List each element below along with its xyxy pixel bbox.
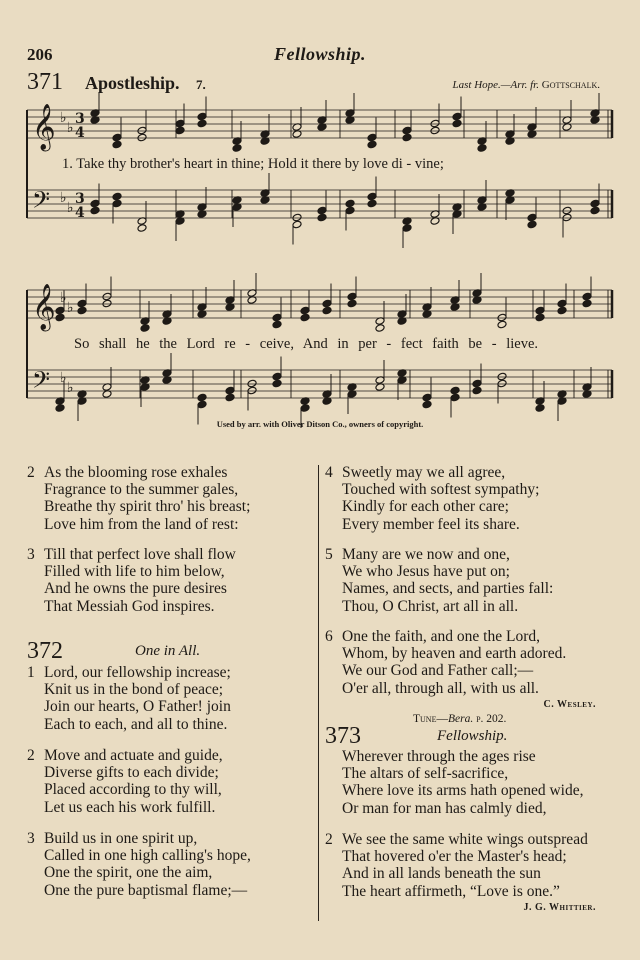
page-number: 206 <box>27 45 53 64</box>
note-head <box>272 372 282 381</box>
note-head <box>497 320 507 329</box>
hymn-371-stanza-2 <box>27 464 250 533</box>
note-head <box>197 112 207 121</box>
note-head <box>452 119 462 128</box>
note-head <box>367 192 377 201</box>
lyrics-line-2: So shall he the Lord re - ceive, And in per - fect faith be - lieve. <box>74 336 539 352</box>
stanza-line: Knit us in the bond of peace; <box>44 681 224 699</box>
stanza-line: One the faith, and one the Lord, <box>342 628 540 645</box>
note-head <box>232 144 242 153</box>
note-head <box>557 299 567 308</box>
hymn-371-stanza-6 <box>325 628 566 697</box>
note-head <box>102 299 112 308</box>
stanza-line: And he owns the pure desires <box>44 580 227 598</box>
note-head <box>90 206 100 215</box>
note-head <box>402 126 412 135</box>
note-head <box>102 292 112 301</box>
stanza-line: Thou, O Christ, art all in all. <box>342 597 519 615</box>
stanza-line: That hovered o'er the Master's head; <box>342 848 567 866</box>
note-head <box>582 292 592 301</box>
stanza-line: Touched with softest sympathy; <box>342 481 540 499</box>
hymn-371-meter: 7. <box>196 77 206 92</box>
stanza-line: Diverse gifts to each divide; <box>44 764 219 782</box>
hymn-371-stanza-3 <box>27 546 236 615</box>
tune-name: Last Hope. <box>452 79 501 91</box>
stanza-line: Build us in one spirit up, <box>44 830 198 847</box>
hymn-373-stanza-2 <box>325 831 588 900</box>
hymn-372-stanza-2 <box>27 747 223 816</box>
hymn-371-title: Apostleship. <box>85 73 180 93</box>
stanza-number: 5 <box>325 546 333 563</box>
note-head <box>77 306 87 315</box>
note-head <box>272 313 282 322</box>
stanza-line: Join our hearts, O Father! join <box>44 698 231 716</box>
stanza-line: We see the same white wings outspread <box>342 831 588 848</box>
bass-clef-icon: 𝄢 <box>32 366 51 399</box>
hymn-372-stanza-1 <box>27 664 231 733</box>
note-head <box>375 324 385 333</box>
stanza-number: 3 <box>27 546 35 563</box>
note-head <box>347 299 357 308</box>
flat-icon: ♭ <box>60 370 67 386</box>
stanza-line: O'er all, through all, with us all. <box>342 679 539 697</box>
note-head <box>300 404 310 413</box>
copyright-notice: Used by arr. with Oliver Ditson Co., owners of copyright. <box>216 419 424 429</box>
note-head <box>197 393 207 402</box>
note-head <box>345 199 355 208</box>
stanza-line: Many are we now and one, <box>342 546 510 563</box>
note-head <box>535 306 545 315</box>
stanza-line: Till that perfect love shall flow <box>44 546 236 563</box>
stanza-number: 2 <box>27 747 35 764</box>
note-head <box>317 213 327 222</box>
time-signature-bottom: 4 <box>75 205 85 221</box>
note-head <box>497 372 507 381</box>
hymn-371-number: 371 <box>27 69 63 95</box>
stanza-line: That Messiah God inspires. <box>44 597 215 615</box>
note-head <box>197 119 207 128</box>
note-head <box>322 306 332 315</box>
stanza-line: Each to each, and all to thine. <box>44 715 228 733</box>
stanza-line: Wherever through the ages rise <box>342 748 536 765</box>
note-head <box>90 199 100 208</box>
hymn-373-author: J. G. Whittier. <box>523 902 596 913</box>
stanza-line: Lord, our fellowship increase; <box>44 664 231 681</box>
stanza-line: Breathe thy spirit thro' his breast; <box>44 498 251 516</box>
note-head <box>367 199 377 208</box>
note-head <box>112 133 122 142</box>
note-head <box>430 119 440 128</box>
hymn-371-stanza-4 <box>325 464 539 533</box>
stanza-line: The altars of self-sacrifice, <box>342 765 509 783</box>
note-head <box>527 213 537 222</box>
note-head <box>55 313 65 322</box>
note-head <box>272 320 282 329</box>
stanza-line: The heart affirmeth, “Love is one.” <box>342 882 560 900</box>
time-signature-bottom: 4 <box>75 125 85 141</box>
note-head <box>55 404 65 413</box>
note-head <box>292 213 302 222</box>
flat-icon: ♭ <box>60 190 67 206</box>
note-head <box>450 393 460 402</box>
note-head <box>55 306 65 315</box>
note-head <box>562 213 572 222</box>
note-head <box>590 199 600 208</box>
treble-clef-icon: 𝄞 <box>32 284 56 330</box>
note-head <box>562 206 572 215</box>
note-head <box>472 386 482 395</box>
note-head <box>430 126 440 135</box>
note-head <box>367 140 377 149</box>
note-head <box>292 220 302 229</box>
note-head <box>322 299 332 308</box>
note-head <box>367 133 377 142</box>
note-head <box>345 206 355 215</box>
stanza-line: Kindly for each other care; <box>342 498 509 516</box>
note-head <box>112 192 122 201</box>
note-head <box>140 324 150 333</box>
stanza-line: Move and actuate and guide, <box>44 747 223 764</box>
note-head <box>112 199 122 208</box>
stanza-line: As the blooming rose exhales <box>44 464 228 481</box>
note-head <box>247 379 257 388</box>
lyrics-line-1: 1. Take thy brother's heart in thine; Hold it there by love di - vine; <box>62 156 444 172</box>
note-head <box>247 386 257 395</box>
stanza-line: Love him from the land of rest: <box>44 515 239 533</box>
flat-icon: ♭ <box>60 110 67 126</box>
hymn-373-title: Fellowship. <box>437 728 508 744</box>
stanza-number: 2 <box>325 831 333 848</box>
stanza-line: Let us each his work fulfill. <box>44 798 216 816</box>
stanza-line: Every member feel its share. <box>342 515 520 533</box>
note-head <box>477 144 487 153</box>
note-head <box>317 206 327 215</box>
note-head <box>77 299 87 308</box>
flat-icon: ♭ <box>67 120 74 136</box>
hymn-372-stanza-3 <box>27 830 251 899</box>
time-signature-top: 3 <box>75 111 85 127</box>
note-head <box>450 386 460 395</box>
note-head <box>590 206 600 215</box>
stanza-line: One the pure baptismal flame;— <box>44 881 248 899</box>
hymn-371-stanza-5 <box>325 546 553 615</box>
stanza-number: 1 <box>27 664 35 681</box>
note-head <box>472 379 482 388</box>
stanza-number: 3 <box>27 830 35 847</box>
running-head: Fellowship. <box>273 44 367 64</box>
hymn-372-number: 372 <box>27 638 63 664</box>
note-head <box>175 119 185 128</box>
note-head <box>175 126 185 135</box>
note-head <box>197 400 207 409</box>
tune-name: Bera. <box>447 713 474 725</box>
note-head <box>347 292 357 301</box>
note-head <box>535 404 545 413</box>
note-head <box>527 220 537 229</box>
stanza-number: 6 <box>325 628 333 645</box>
flat-icon: ♭ <box>67 200 74 216</box>
note-head <box>272 379 282 388</box>
stanza-number: 2 <box>27 464 35 481</box>
note-head <box>452 112 462 121</box>
stanza-line: Sweetly may we all agree, <box>342 464 506 481</box>
flat-icon: ♭ <box>67 380 74 396</box>
note-head <box>402 133 412 142</box>
note-head <box>422 393 432 402</box>
hymn-373-number: 373 <box>325 723 361 749</box>
stanza-line: And in all lands beneath the sun <box>342 865 541 883</box>
note-head <box>137 133 147 142</box>
note-head <box>497 379 507 388</box>
tune-label: Tune— <box>413 713 448 725</box>
note-head <box>422 400 432 409</box>
note-head <box>300 306 310 315</box>
note-head <box>300 313 310 322</box>
note-head <box>497 313 507 322</box>
note-head <box>112 140 122 149</box>
stanza-line: We our God and Father call;— <box>342 662 534 680</box>
note-head <box>582 299 592 308</box>
note-head <box>225 393 235 402</box>
note-head <box>402 224 412 233</box>
bass-clef-icon: 𝄢 <box>32 186 51 219</box>
hymn-373-tune-ref <box>413 713 506 725</box>
hymn-371-author: C. Wesley. <box>543 699 596 710</box>
stanza-line: Where love its arms hath opened wide, <box>342 782 584 800</box>
flat-icon: ♭ <box>60 290 67 306</box>
stanza-line: Names, and sects, and parties fall: <box>342 580 554 598</box>
flat-icon: ♭ <box>67 300 74 316</box>
stanza-line: Or man for man has calmly died, <box>342 799 547 817</box>
note-head <box>225 386 235 395</box>
stanza-line: We who Jesus have put on; <box>342 563 510 581</box>
hymn-373-stanza-1 <box>325 748 583 817</box>
stanza-line: Placed according to thy will, <box>44 781 222 799</box>
column-divider <box>318 465 319 921</box>
stanza-line: One the spirit, one the aim, <box>44 864 213 882</box>
stanza-line: Filled with life to him below, <box>44 563 225 581</box>
note-head <box>137 126 147 135</box>
treble-clef-icon: 𝄞 <box>32 104 56 150</box>
stanza-number: 4 <box>325 464 333 481</box>
tune-composer: Gottschalk. <box>541 79 600 91</box>
time-signature-top: 3 <box>75 191 85 207</box>
note-head <box>535 313 545 322</box>
note-head <box>137 224 147 233</box>
note-head <box>557 306 567 315</box>
hymn-372-title: One in All. <box>135 643 201 659</box>
music-score <box>0 0 640 430</box>
stanza-line: Called in one high calling's hope, <box>44 847 251 865</box>
stanza-line: Fragrance to the summer gales, <box>44 481 239 499</box>
tune-page: p. 202. <box>476 713 507 725</box>
stanza-line: Whom, by heaven and earth adored. <box>342 645 567 663</box>
tune-arrangement: —Arr. fr. <box>500 79 539 91</box>
